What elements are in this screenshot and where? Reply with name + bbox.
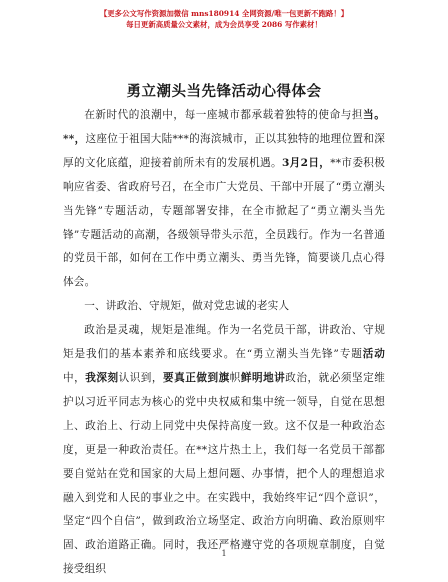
text-run: 帜 [229, 371, 241, 384]
promo-banner [0, 8, 448, 30]
bold-run: 活动 [362, 348, 385, 361]
bold-run: 当。**， [63, 109, 385, 145]
bold-run: 我深刻 [85, 371, 119, 384]
document-title: 勇立潮头当先锋活动心得体会 [126, 84, 322, 100]
page-number: 1 [221, 549, 227, 558]
bold-run: 要真正做到旗 [163, 371, 230, 384]
promo-line-2: 每日更新高质量公文素材，成为会员享受 2086 写作素材！ [126, 20, 322, 29]
section-heading-1: 一、讲政治、守规矩，做对党忠诚的老实人 [84, 300, 290, 313]
text-run: 认识到， [118, 371, 164, 384]
text-run: 政治，就必须坚定维护以习近平同志为核心的党中央权威和集中统一领导，自觉在思想上、政治上、行动上同党中央保持高度一致。这不仅是一种政治态度，更是一种政治责任。在**这片热土上，我们每一名党员干部都要自觉站在党和国家的大局上想问题、办事情，把个人的理想追求融入到党和人民的事业之中。在实践中，我始终牢记“四个意识”，坚定“四个自信”，做到政治立场坚定、政治方向明确、政治原则牢固、政治道路正确。同时，我还严格遵守党的各项规章制度，自觉接受组织 [63, 371, 385, 576]
text-run: **市委积极响应省委、省政府号召，在全市广大党员、干部中开展了“勇立潮头当先锋”专题活动，专题部署安排，在全市掀起了“勇立潮头当先锋”专题活动的高潮，各级领导带头示范，全员践行。作为一名普通的党员干部，如何在工作中勇立潮头、勇当先锋，简要谈几点心得体会。 [63, 156, 386, 289]
document-body [63, 104, 385, 582]
bold-run: 3月2日， [281, 156, 331, 169]
paragraph-intro [63, 104, 385, 295]
bold-run: 鲜明地讲 [240, 371, 286, 384]
text-run: 这座位于祖国大陆***的海滨城市，正以其独特的地理位置和深厚的文化底蕴，迎接着前所未有的发展机遇。 [63, 132, 385, 169]
promo-line-1: 【更多公文写作资源加微信 mns180914 全网资源/唯一包更新不跑路！】 [99, 9, 349, 18]
paragraph-section-1 [63, 319, 385, 582]
text-run: 中， [63, 371, 86, 384]
text-run: 在新时代的浪潮中，每一座城市都承载着独特的使命与担 [84, 109, 364, 121]
text-run: 政治是灵魂，规矩是准绳。作为一名党员干部，讲政治、守规矩是我们的基本素养和底线要求。在“勇立潮头当先锋”专题 [63, 324, 385, 361]
